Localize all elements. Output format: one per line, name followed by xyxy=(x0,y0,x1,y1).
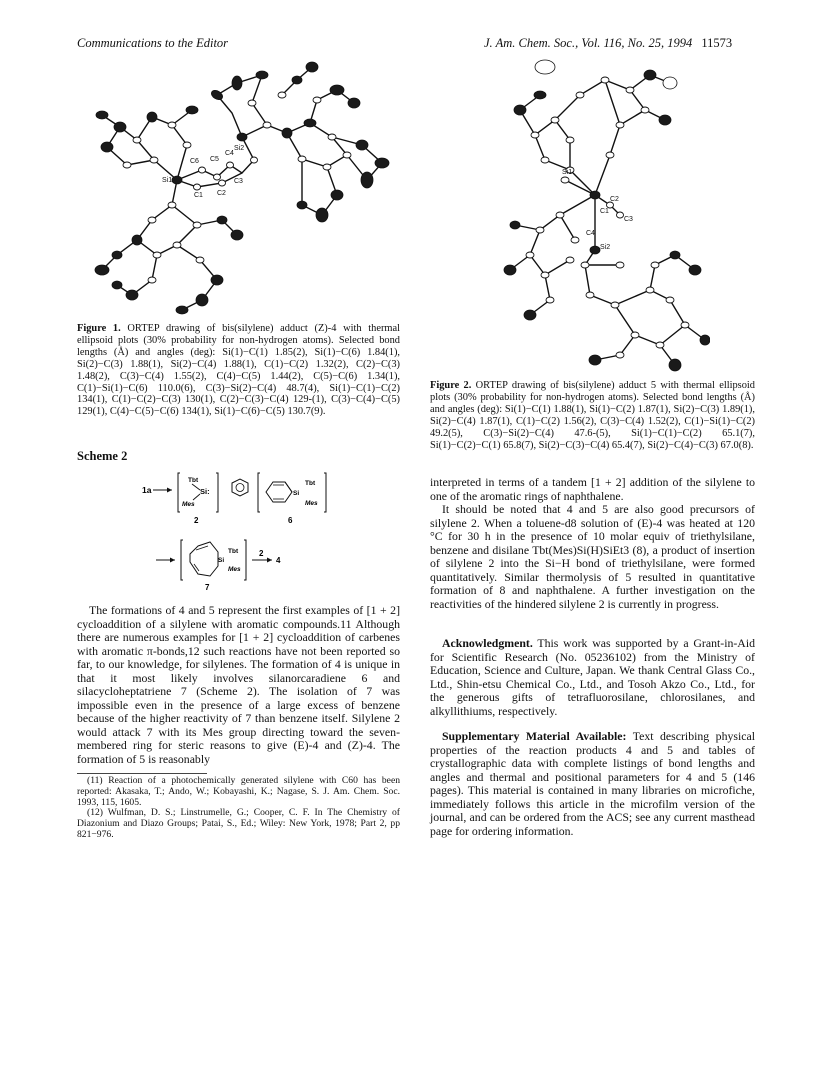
scheme-mes-in-6: Mes xyxy=(305,500,318,507)
supplementary-text: Text describing physical properties of the reaction products 4 and 5 and tables of crystallographic data with complete listings of bond lengths and angles and thermal and positional parameters for 4 and 5 (146 pages). This material is contained in many libraries on microfiche, immediately follows this article in the microfilm version of the journal, and can be ordered from the ACS; see any current masthead page for ordering information. xyxy=(430,729,755,838)
acknowledgment-paragraph xyxy=(430,637,755,718)
figure1-caption xyxy=(77,323,400,418)
footnote-12: (12) Wulfman, D. S.; Linstrumelle, G.; Cooper, C. F. In The Chemistry of Diazonium and Diazo Groups; Patai, S., Ed.; Wiley: New York, 1978; Part 2, pp 821−976. xyxy=(77,807,400,840)
scheme-si-in-7: Si xyxy=(218,557,225,564)
atom-label-si2: Si2 xyxy=(234,145,245,152)
atom-label-si1: Si1 xyxy=(162,177,173,184)
figure2-caption-text: ORTEP drawing of bis(silylene) adduct 5 with thermal ellipsoid plots (30% probability for non-hydrogen atoms). Selected bond lengths (Å) and angles (deg): Si(1)−C(1) 1.88(1), Si(1)−C(2) 1.87(1), Si(2)−C(3) 1.89(1), Si(2)−C(4) 1.87(1), C(1)−C(2) 1.56(2), C(3)−C(4) 1.52(2), C(1)−Si(1)−C(2) 49.2(5), C(3)−Si(2)−C(4) 47.6-(5), Si(1)−C(1)−C(2) 65.1(7), Si(1)−C(2)−C(1) 65.8(7), Si(2)−C(3)−C(4) 65.4(7), Si(2)−C(4)−C(3) 67.0(8). xyxy=(430,380,755,451)
atom-label-si1: Si1 xyxy=(562,169,573,176)
scheme-reactant-1a: 1a xyxy=(142,485,152,495)
scheme-compound-7: 7 xyxy=(205,583,210,592)
atom-label-c4: C4 xyxy=(225,150,234,157)
figure2-caption xyxy=(430,380,755,451)
figure1-ortep-drawing xyxy=(82,55,402,317)
atom-label-c2: C2 xyxy=(610,196,619,203)
atom-label-c1: C1 xyxy=(600,208,609,215)
running-header-left: Communications to the Editor xyxy=(77,36,229,50)
scheme-mes-label: Mes xyxy=(182,501,195,508)
atom-label-c3: C3 xyxy=(624,216,633,223)
figure1-caption-text: ORTEP drawing of bis(silylene) adduct (Z)-4 with thermal ellipsoid plots (30% probability for non-hydrogen atoms). Selected bond lengths (Å) and angles (deg): Si(1)−C(1) 1.85(2), Si(1)−C(6) 1.84(1), Si(2)−C(3) 1.88(1), Si(2)−C(4) 1.88(1), C(1)−C(2) 1.32(2), C(2)−C(3) 1.48(2), C(3)−C(4) 1.55(2), C(4)−C(5) 1.44(2), C(5)−C(6) 1.34(1), C(1)−Si(1)−C(6) 110.0(6), C(3)−Si(2)−C(4) 48.7(4), Si(1)−C(1)−C(2) 134(1), C(1)−C(2)−C(3) 130(1), C(2)−C(3)−C(4) 129-(1), C(3)−C(4)−C(5) 129(1), C(4)−C(5)−C(6) 134(1), Si(1)−C(6)−C(5) 130.7(9). xyxy=(77,323,400,418)
scheme-tbt-label: Tbt xyxy=(188,477,199,484)
footnotes xyxy=(77,776,400,841)
supplementary-paragraph xyxy=(430,730,755,838)
right-body-paragraph-1: interpreted in terms of a tandem [1 + 2] addition of the silylene to one of the aromatic rings of naphthalene. xyxy=(430,475,755,503)
scheme-tbt-in-6: Tbt xyxy=(305,480,316,487)
footnote-11: (11) Reaction of a photochemically generated silylene with C60 has been reported: Akasaka, T.; Ando, W.; Kobayashi, K.; Nagase, S. J. Am. Chem. Soc. 1993, 115, 1605. xyxy=(77,775,400,808)
atom-label-c3: C3 xyxy=(234,178,243,185)
scheme-compound-2: 2 xyxy=(194,516,199,525)
atom-label-c1: C1 xyxy=(194,192,203,199)
footnote-rule xyxy=(77,773,400,774)
atom-label-c2: C2 xyxy=(217,190,226,197)
figure2-label: Figure 2. xyxy=(430,380,472,391)
acknowledgment-heading: Acknowledgment. xyxy=(442,636,533,650)
scheme-si-label: Si: xyxy=(200,487,210,496)
scheme-mes-in-7: Mes xyxy=(228,566,241,573)
atom-label-c4: C4 xyxy=(586,230,595,237)
scheme-product-4: 4 xyxy=(276,556,281,565)
scheme-compound-6: 6 xyxy=(288,516,293,525)
atom-label-c5: C5 xyxy=(210,156,219,163)
atom-label-si2: Si2 xyxy=(600,244,611,251)
left-body-paragraph: The formations of 4 and 5 represent the first examples of [1 + 2] cycloaddition of a silylene with aromatic compounds.11 Although there are numerous examples for [1 + 2] cycloaddition of carbenes with aromatic π-bonds,12 such reactions have not been reported so far, to our knowledge, for silylenes. The formation of 4 is unique in that it most likely involves silanorcaradiene 6 and silacycloheptatriene 7 (Scheme 2). The isolation of 7 was impossible even in the presence of a large excess of benzene because of the higher reactivity of 7 than benzene itself. Silylene 2 would attack 7 with its Mes group directing toward the seven-membered ring for steric reasons to give (E)-4 and (Z)-4. The formation of 5 is reasonably xyxy=(77,603,400,767)
right-body-paragraph-2: It should be noted that 4 and 5 are also good precursors of silylene 2. When a toluene-d8 solution of (E)-4 was heated at 120 °C for 30 h in the presence of 10 molar equiv of triethylsilane, benzene and disilane Tbt(Mes)Si(H)SiEt3 (8), a product of insertion of silylene 2 into the Si−H bond of triethylsilane, were formed quantitatively. Similar thermolysis of 5 resulted in quantitative formation of 8 and naphthalene. A further investigation on the reactivities of the hindered silylene 2 is currently in progress. xyxy=(430,502,755,611)
page-number: 11573 xyxy=(701,36,733,50)
figure2-ortep-drawing xyxy=(500,55,710,375)
acknowledgment-text: This work was supported by a Grant-in-Aid for Scientific Research (No. 05236102) from the Ministry of Education, Science and Culture, Japan. We thank Central Glass Co., Ltd., Shin-etsu Chemical Co., Ltd., and Tosoh Akzo Co., Ltd., for the generous gifts of tetrafluorosilane, chlorosilanes, and alkyllithiums, respectively. xyxy=(430,636,755,718)
scheme-si-in-6: Si xyxy=(293,490,300,497)
journal-citation: J. Am. Chem. Soc., Vol. 116, No. 25, 1994 xyxy=(484,36,693,50)
scheme-title: Scheme 2 xyxy=(77,449,128,463)
supplementary-heading: Supplementary Material Available: xyxy=(442,729,627,743)
atom-label-c6: C6 xyxy=(190,158,199,165)
scheme-tbt-in-7: Tbt xyxy=(228,548,239,555)
running-header-right xyxy=(484,36,754,51)
figure1-label: Figure 1. xyxy=(77,323,121,334)
scheme2-diagram xyxy=(138,470,353,595)
scheme-arrow-reagent: 2 xyxy=(259,549,264,558)
right-body xyxy=(430,476,755,611)
